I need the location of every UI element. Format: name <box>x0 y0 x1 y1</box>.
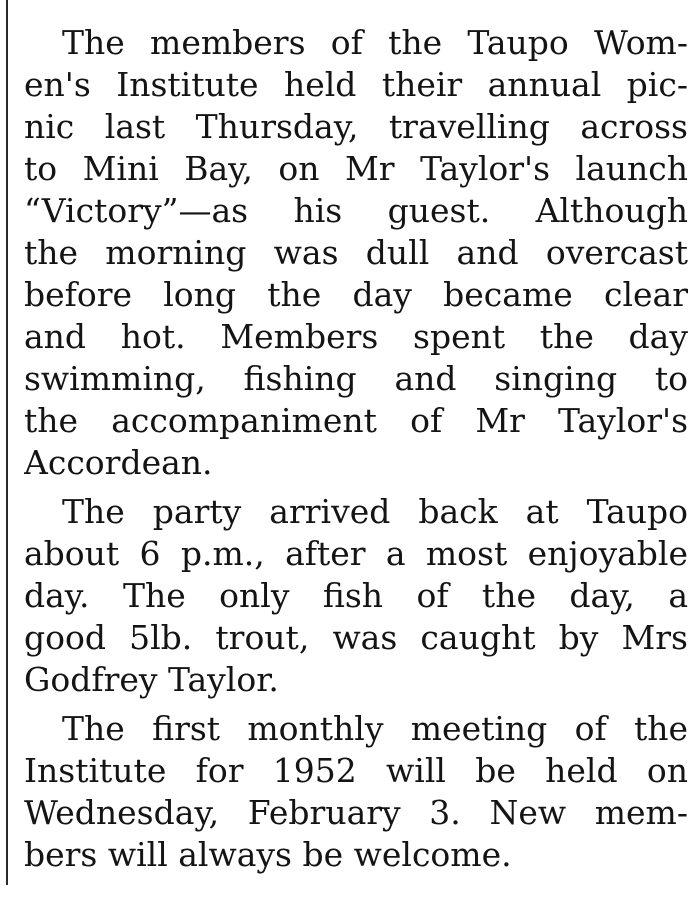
text-line: Wednesday, February 3. New mem- <box>24 793 688 832</box>
text-line: before long the day became clear <box>24 275 688 314</box>
text-line: Godfrey Taylor. <box>24 660 279 699</box>
column-rule <box>6 0 8 885</box>
text-line: the accompaniment of Mr Taylor's <box>24 401 688 440</box>
text-line: the morning was dull and overcast <box>24 233 688 272</box>
paragraph-picnic <box>24 22 688 484</box>
paragraph-gap <box>24 484 688 491</box>
text-line: swimming, fishing and singing to <box>24 359 688 398</box>
text-line: good 5lb. trout, was caught by Mrs <box>24 618 688 657</box>
text-line: Accordean. <box>24 443 213 482</box>
paragraph-return <box>24 491 688 701</box>
text-line: about 6 p.m., after a most enjoyable <box>24 534 688 573</box>
text-line: day. The only fish of the day, a <box>24 576 688 615</box>
text-line: The first monthly meeting of the <box>62 709 688 748</box>
text-line: bers will always be welcome. <box>24 835 512 874</box>
text-line: en's Institute held their annual pic- <box>24 65 688 104</box>
text-line: The members of the Taupo Wom- <box>62 23 688 62</box>
text-line: nic last Thursday, travelling across <box>24 107 688 146</box>
paragraph-gap <box>24 701 688 708</box>
text-line: to Mini Bay, on Mr Taylor's launch <box>24 149 688 188</box>
text-line: and hot. Members spent the day <box>24 317 688 356</box>
article-body <box>24 22 688 876</box>
text-line: “Victory”—as his guest. Although <box>24 191 688 230</box>
text-line: Institute for 1952 will be held on <box>24 751 688 790</box>
paragraph-meeting <box>24 708 688 876</box>
text-line: The party arrived back at Taupo <box>62 492 688 531</box>
